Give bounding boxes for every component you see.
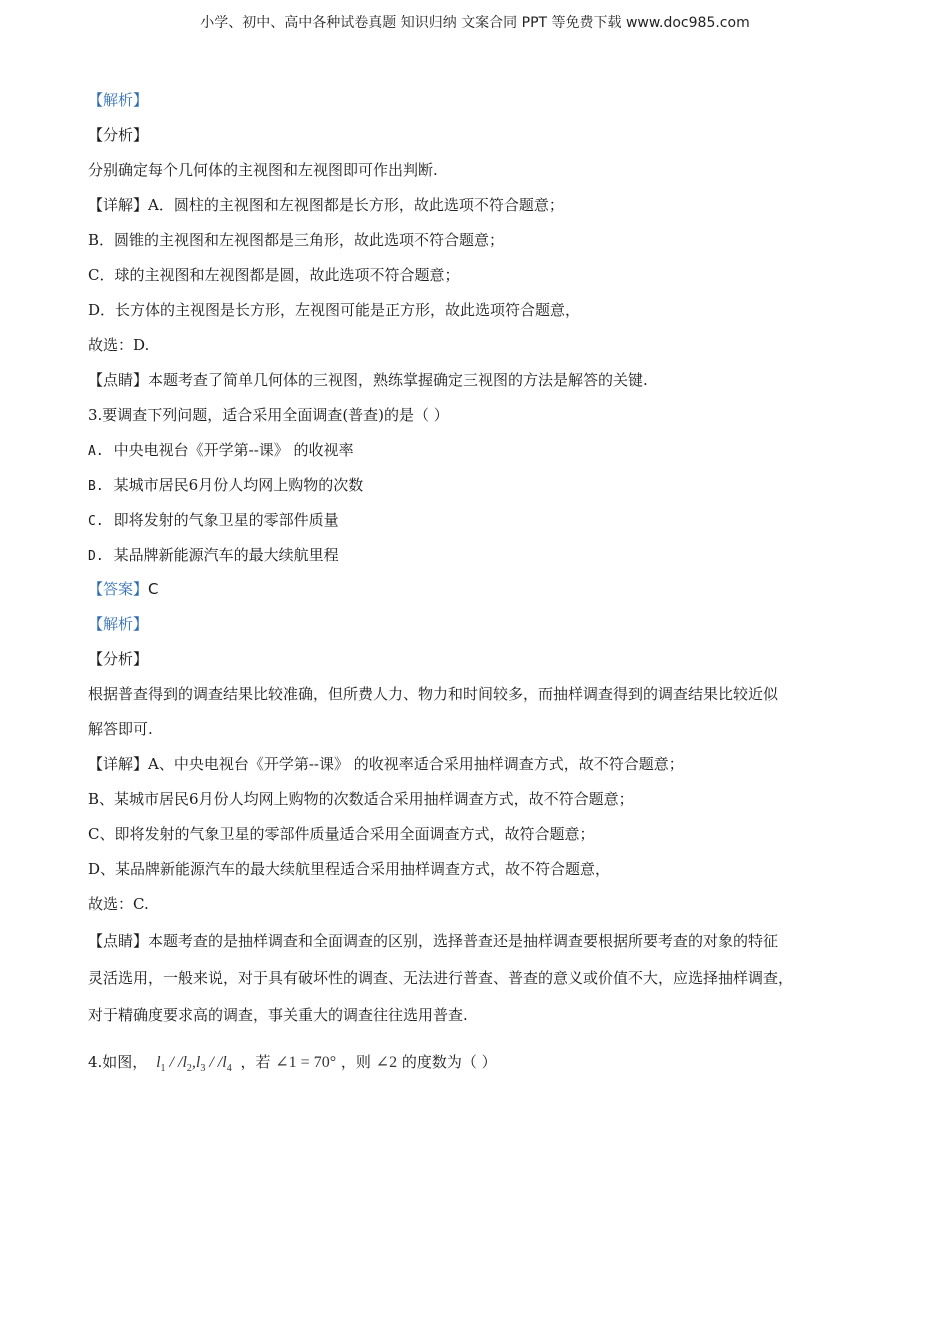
choice-line: 故选：D. [88,336,150,354]
option-text: 中央电视台《开学第--课》 的收视率 [113,441,354,459]
detail-line-c: C、即将发射的气象卫星的零部件质量适合采用全面调查方式，故符合题意； [88,825,595,843]
option-d [88,545,339,567]
detail-line-b: B．圆锥的主视图和左视图都是三角形，故此选项不符合题意； [88,231,505,249]
option-b [88,475,363,497]
answer-line [88,579,159,599]
option-letter: B. [88,479,104,494]
dianjing-line-3: 对于精确度要求高的调查，事关重大的调查往往选用普查. [88,1006,468,1024]
option-text: 某城市居民6月份人均网上购物的次数 [113,476,364,494]
dianjing-tag: 【点睛】 [88,371,149,389]
option-a [88,440,354,462]
dianjing-line-1 [88,931,778,951]
option-text: 某品牌新能源汽车的最大续航里程 [113,546,339,564]
fenxi-tag: 【分析】 [88,650,149,668]
analysis-tag: 【解析】 [88,91,149,109]
option-letter: A. [88,444,104,459]
detail-line-b: B、某城市居民6月份人均网上购物的次数适合采用抽样调查方式，故不符合题意； [88,790,634,808]
answer-tag: 【答案】 [88,580,149,598]
detail-line-c: C．球的主视图和左视图都是圆，故此选项不符合题意； [88,266,460,284]
question-4 [88,1048,497,1083]
option-c [88,510,339,532]
option-text: 即将发射的气象卫星的零部件质量 [113,511,339,529]
fenxi-tag: 【分析】 [88,126,149,144]
detail-tag: 【详解】 [88,755,149,773]
answer-value: C [148,580,159,598]
dianjing-line-2: 灵活选用，一般来说，对于具有破坏性的调查、无法进行普查、普查的意义或价值不大，应选择抽样调查， [88,969,794,987]
angle1-formula: ∠1 = 70° [275,1054,337,1071]
q4-suffix: 的度数为（ ） [401,1053,497,1071]
option-letter: D. [88,549,104,564]
dianjing-text: 本题考查了简单几何体的三视图，熟练掌握确定三视图的方法是解答的关键. [148,371,648,389]
question-3: 3.要调查下列问题，适合采用全面调查(普查)的是（ ） [88,406,449,424]
angle2-formula: ∠2 [375,1054,398,1071]
q4-ruo: ，若 [240,1053,271,1071]
detail-text: A、中央电视台《开学第--课》 的收视率适合采用抽样调查方式，故不符合题意； [148,755,684,773]
detail-line-a [88,754,684,774]
choice-line: 故选：C. [88,895,149,913]
fenxi-text-1: 根据普查得到的调查结果比较准确，但所费人力、物力和时间较多，而抽样调查得到的调查结果比较近似 [88,685,779,703]
dianjing-tag: 【点睛】 [88,932,149,950]
detail-line-a [88,195,564,215]
detail-line-d: D、某品牌新能源汽车的最大续航里程适合采用抽样调查方式，故不符合题意， [88,860,611,878]
analysis-tag: 【解析】 [88,615,149,633]
detail-text: A．圆柱的主视图和左视图都是长方形，故此选项不符合题意； [148,196,564,214]
dianjing-text: 本题考查的是抽样调查和全面调查的区别，选择普查还是抽样调查要根据所要考查的对象的特征 [148,932,779,950]
q4-ze: ，则 [340,1053,371,1071]
q4-prefix: 4.如图， [88,1053,148,1071]
page-header: 小学、初中、高中各种试卷真题 知识归纳 文案合同 PPT 等免费下载 www.doc985.com [200,15,750,31]
detail-tag: 【详解】 [88,196,149,214]
parallel-lines-formula: $l_1 / /l_2,l_3 / /l_4$ [156,1054,232,1075]
fenxi-text: 分别确定每个几何体的主视图和左视图即可作出判断. [88,161,438,179]
option-letter: C. [88,514,104,529]
fenxi-text-2: 解答即可. [88,720,153,738]
dianjing-line [88,370,648,390]
detail-line-d: D．长方体的主视图是长方形，左视图可能是正方形，故此选项符合题意， [88,301,581,319]
